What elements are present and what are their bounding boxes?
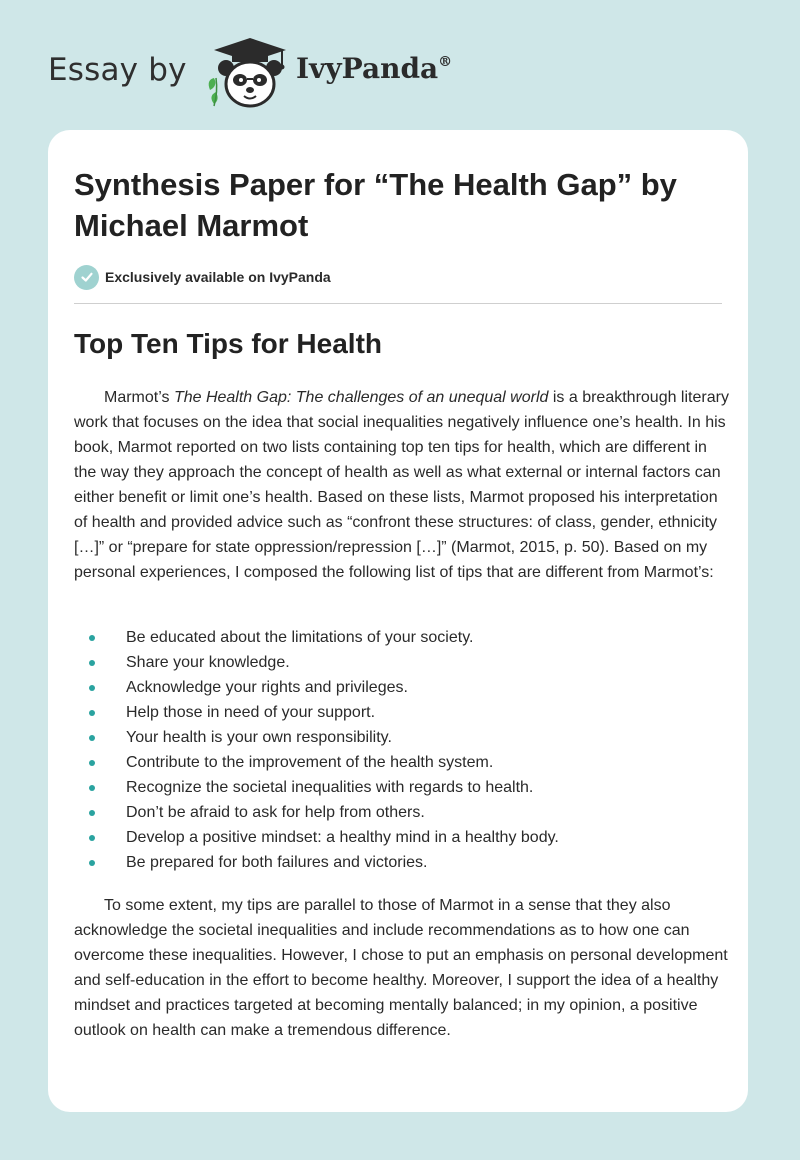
bullet-icon xyxy=(89,660,95,666)
bullet-icon xyxy=(89,810,95,816)
book-title: The Health Gap: The challenges of an unequal world xyxy=(173,389,549,406)
bullet-icon xyxy=(89,835,95,841)
bullet-icon xyxy=(89,860,95,866)
bullet-icon xyxy=(89,760,95,766)
bullet-icon xyxy=(89,635,95,641)
document-title: Synthesis Paper for “The Health Gap” by Michael Marmot xyxy=(74,167,677,243)
check-circle-icon xyxy=(74,265,99,290)
list-item: Develop a positive mindset: a healthy mind in a healthy body. xyxy=(74,825,730,850)
document-card xyxy=(48,130,748,1112)
divider xyxy=(74,303,722,304)
list-item: Recognize the societal inequalities with regards to health. xyxy=(74,775,730,800)
tips-list xyxy=(74,625,730,875)
bullet-icon xyxy=(89,710,95,716)
list-item: Share your knowledge. xyxy=(74,650,730,675)
list-item: Help those in need of your support. xyxy=(74,700,730,725)
list-item: Don’t be afraid to ask for help from others. xyxy=(74,800,730,825)
paragraph-conclusion: To some extent, my tips are parallel to those of Marmot in a sense that they also acknowledge the societal inequalities and include recommendations as to how one can overcome these inequalities. However, I chose to put an emphasis on personal development and self-education in the effort to become healthy. Moreover, I support the idea of a healthy mindset and practices targeted at becoming mentally balanced; in my opinion, a positive outlook on health can make a tremendous difference. xyxy=(74,897,728,1039)
list-item: Be prepared for both failures and victories. xyxy=(74,850,730,875)
exclusive-badge xyxy=(74,264,331,290)
list-item: Contribute to the improvement of the health system. xyxy=(74,750,730,775)
section-heading: Top Ten Tips for Health xyxy=(74,328,382,359)
exclusive-label: Exclusively available on IvyPanda xyxy=(105,269,331,285)
brand-name: IvyPanda® xyxy=(296,52,453,85)
paragraph-intro: Marmot’s The Health Gap: The challenges of an unequal world is a breakthrough literary work that focuses on the idea that social inequalities negatively influence one’s health. In his book, Marmot reported on two lists containing top ten tips for health, which are different in the way they approach the concept of health as well as what external or internal factors can either benefit or limit one’s health. Based on these lists, Marmot proposed his interpretation of health and provided advice such as “confront these structures: of class, gender, ethnicity […]” or “prepare for state oppression/repression […]” (Marmot, 2015, p. 50). Based on my personal experiences, I composed the following list of tips that are different from Marmot’s: xyxy=(74,389,729,581)
brand-header xyxy=(48,34,568,110)
list-item: Your health is your own responsibility. xyxy=(74,725,730,750)
brand-prefix: Essay by xyxy=(48,52,187,88)
list-item: Be educated about the limitations of your society. xyxy=(74,625,730,650)
bullet-icon xyxy=(89,685,95,691)
bullet-icon xyxy=(89,785,95,791)
list-item: Acknowledge your rights and privileges. xyxy=(74,675,730,700)
bullet-icon xyxy=(89,735,95,741)
panda-graduate-icon xyxy=(204,34,290,110)
